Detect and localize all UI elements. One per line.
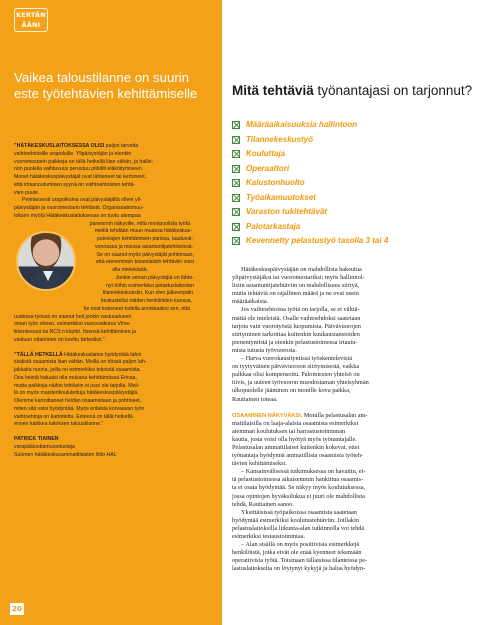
- text-line: meillä tehdään muun muassa hätäkeskus-: [94, 228, 192, 235]
- text-line: lä on myös maisterikoulutettuja hätäkeskuspäivystäjiä.: [14, 390, 139, 397]
- paragraph-lead: ”HÄTÄKESKUSLAITOKSESSA OLISI: [14, 143, 105, 149]
- text-line: mättä ole mieleistä. Osalle vaihtoehdoksi saatetaan: [232, 314, 361, 322]
- list-item-label: Työaikamuutokset: [246, 192, 316, 202]
- text-line: aiemman koulutuksen tai harrastustoiminnan: [232, 427, 346, 435]
- text-line: uudessa työssä on saanut heti jonkin vastuualueen: [14, 313, 132, 320]
- left-column: [0, 0, 222, 625]
- subsection-paragraph: [232, 412, 476, 420]
- checked-box-icon: [232, 194, 240, 202]
- checked-box-icon: [232, 165, 240, 173]
- list-item: [232, 222, 476, 237]
- quote-paragraph-2: [14, 352, 214, 360]
- list-item-label: Määräaikaisuuksia hallintoon: [246, 120, 358, 129]
- list-item: [232, 164, 476, 179]
- text-line: operatiivista työtä. Toisinaan tällaisissa tilanteissa pe-: [232, 557, 368, 565]
- text-line: lisiin asiantuntijatehtäviin on mahdollisuus siirtyä,: [232, 282, 360, 290]
- text-line: Yksittäisissä työpaikoissa osaamista saatetaan: [241, 508, 357, 516]
- text-line: mutta tehtäviä on rajallinen määrä ja ne ovat usein: [232, 290, 359, 298]
- text-line: hyödyntää esimerkiksi koulutustehtäviin. Joillakin: [232, 516, 359, 524]
- text-line: tilannekeskuksiin. Kun olen jälkeenpäin: [102, 290, 193, 297]
- text-line: ylipäivystäjäksi tai vuoromestariksi; myös hallinnol-: [232, 274, 365, 282]
- text-line: lastuslaitokselta on löytynyt kykyjä ja halua hyödyn-: [232, 565, 366, 573]
- text-line: miten sitä voisi hyödyntää. Myös erilaisia korvaavan työn: [14, 405, 145, 412]
- text-line: tävien kehittämiseksi.: [232, 460, 287, 468]
- text-line: Perinteisesti urapolkuina ovat päivystäjältä olleet yli-: [22, 197, 142, 204]
- text-line: vaihtoehtoisille urapoluille. Ylipäivystäjän ja etenkin: [14, 150, 132, 157]
- logo-line-1: KERTÄN: [16, 11, 46, 19]
- text-line: vien puute.: [14, 189, 40, 196]
- text-line: Hätäkeskuslaitos hyödyntää talon: [64, 351, 142, 358]
- title-rest: työnantajasi on tarjonnut?: [313, 83, 473, 98]
- text-line: liikenteessä tai RCS:n käyttö. Itsensä kehittäminen ja: [14, 329, 136, 335]
- text-line: tiivis, ja uuteen työvuoron muodostaman yhteisyhmän: [232, 379, 369, 387]
- text-line: mutta paikkoja näihin tehtäviin ei juuri ole tarjolla. Meil-: [14, 382, 140, 389]
- text-line: paremmin näkyville, mitä monipuolista työtä: [89, 220, 190, 227]
- interviewee-name: PATRICK TIAINEN: [14, 436, 59, 442]
- text-line: vaihtoehtoja on kartoitettu. Esteenä on tällä hetkellä: [14, 413, 133, 420]
- text-line: kautta, josta voisi olla hyötyä myös työnantajalle.: [232, 435, 357, 443]
- list-item-label: Kevennetty pelastustyö tasolla 3 tai 4: [246, 236, 389, 245]
- text-line: mattilaisilla on laaja-alaista osaamista esimerkiksi: [232, 419, 359, 427]
- text-line: nyt töihin esimerkiksi pelastuslaitosten: [106, 282, 194, 289]
- list-item-label: Tilannekeskustyö: [246, 134, 313, 144]
- text-line: henkilöistä, jotka eivät ole enää kyenneet tekemään: [232, 549, 362, 557]
- text-line: jakkaita nuoria, joilla on esimerkiksi teknistä osaamista.: [14, 367, 141, 373]
- quote-paragraph-1: [14, 143, 214, 151]
- list-item-label: Kouluttaja: [246, 149, 286, 158]
- article-body: [232, 266, 476, 573]
- signature-name: [14, 436, 214, 444]
- checked-box-icon: [232, 223, 240, 231]
- checked-box-icon: [232, 237, 240, 245]
- text-line: työnantaja hyödynnä ammatillista osaamista työteh-: [232, 452, 364, 460]
- text-line: vuoromestarin paikkoja on tällä hetkellä liian vähän, ja hallin-: [14, 158, 154, 165]
- text-line: ta ei osata hyödyntää. Se näkyy myös koulutuksessa,: [232, 484, 366, 492]
- text-line: pelastuslaitoksilla liikunta-alan tutkinnolla voi tehdä: [232, 524, 365, 532]
- title-bold-part: Mitä tehtäviä: [232, 83, 314, 98]
- text-line: keskustellut näiden henkilöiden kanssa,: [100, 298, 192, 304]
- text-line: Jos vaihtoehtoista työtä on tarjolla, se ei välttä-: [241, 306, 360, 314]
- text-line: toksen myötä Hätäkeskuslaitoksessa on tuotu aiempaa: [14, 212, 141, 219]
- text-line: että eteneminen toisenlaisiin tehtäviin voisi: [95, 259, 194, 266]
- text-line: tehdä, Rautiainen sanoo.: [232, 500, 294, 508]
- text-line: olla mielekästä.: [112, 267, 148, 273]
- text-line: tä pelastustoimessa aikaisemmin hankittua osaamis-: [232, 476, 364, 484]
- text-line: Monet hätäkeskuspäivystäjät ovat lähteneet tai kertoneet,: [14, 174, 147, 180]
- text-line: esimerkiksi testaustoimintaa.: [232, 533, 306, 540]
- text-line: non puolella vaihtuvuus perustuu pitkälti eläköitymiseen.: [14, 166, 144, 173]
- list-item-label: Operaattori: [246, 163, 290, 173]
- signature-organisation: Suomen hätäkeskusammattilaisten liitto HAL: [14, 451, 117, 458]
- text-line: ulkopuolelle jääminen on monille kova paikka,: [232, 387, 351, 395]
- text-line: mista tutusta työvuorosta.: [232, 346, 297, 354]
- subsection-lead-in: OSAAMINEN NÄKYVÄKSI.: [232, 412, 303, 419]
- lead-heading: Vaikea taloustilanne on suurin este työtehtävien kehittämiselle: [14, 70, 198, 101]
- text-line: oman työn oheen, esimerkiksi vuorovaikutus Virve-: [14, 321, 131, 328]
- list-item: [232, 207, 476, 222]
- checked-box-icon: [232, 179, 240, 187]
- list-item-label: Varaston tukitehtävät: [246, 207, 328, 216]
- text-line: Hätäkeskuspäivystäjän on mahdollista hakeutua: [241, 266, 362, 273]
- checked-box-icon: [232, 121, 240, 129]
- text-line: palkkaa olisi kompensoitu. Palomiesten yhteisö on: [232, 371, 360, 379]
- signature-role: varapääluottamusedustaja: [14, 443, 75, 450]
- text-line: ennen kaikkea laitoksen taloustilanne.”: [14, 421, 104, 428]
- interview-quote: [14, 143, 214, 459]
- interviewee-portrait-photo: [16, 231, 76, 291]
- text-line: että irtisanoutumisen syynä on vaihtoehtoisten tehtä-: [14, 181, 136, 188]
- section-title: [232, 83, 476, 99]
- checked-box-icon: [232, 150, 240, 158]
- logo-line-2: ÄÄNI: [21, 20, 41, 29]
- list-item-label: Kalustonhuolto: [246, 178, 305, 187]
- checked-box-icon: [232, 208, 240, 216]
- right-column: [222, 0, 480, 625]
- text-line: Rautiainen toteaa.: [232, 395, 278, 403]
- text-line: Se on saanut myös päivystäjät pohtimaan,: [96, 251, 194, 258]
- text-line: päivystäjän ja vuoromestarin tehtävät. Organisaatiomuu-: [14, 205, 144, 211]
- list-item: [232, 120, 476, 135]
- page-number: 20: [10, 603, 24, 615]
- text-line: Pelastusalan ammattilaiset kuitenkin kokevat, ettei: [232, 443, 360, 451]
- text-line: jossa opintojen hyväksilukua ei juuri ole mahdollista: [232, 492, 365, 500]
- list-item: [232, 135, 476, 150]
- text-line: – Kansainvälisessä tutkimuksessa on havaittu, et-: [241, 468, 366, 476]
- text-line: Jonkin verran päivystäjiä on lähte-: [115, 274, 194, 281]
- text-line: sisäistä osaamista liian vähän. Meillä on töissä paljon lah-: [14, 359, 147, 366]
- text-line: on tyytyväinen päivävuoroon siirtymisestä, vaikka: [232, 363, 360, 371]
- text-line: palvelujen kehittämisen parissa, laaduval-: [96, 236, 193, 242]
- checked-box-icon: [232, 136, 240, 144]
- kertan-aani-logo: [14, 8, 48, 32]
- list-item: [232, 236, 476, 251]
- list-item: [232, 178, 476, 193]
- text-line: Monilla pelastusalan am-: [303, 411, 368, 419]
- text-line: vastuun ottaminen on koettu tärkeäksi.”: [14, 336, 105, 343]
- list-item-label: Palotarkastaja: [246, 221, 301, 231]
- text-line: Olemme kartoittaneet heidän osaamistaan ja pohtineet,: [14, 398, 142, 404]
- text-line: Osa heistä haluaisi olla mukana kehittämässä Ericaa,: [14, 374, 137, 381]
- text-line: pienentymistä ja etenkin pelastustoimessa irtautu-: [232, 338, 358, 346]
- text-line: vonnassa ja muissa asiantuntijatehtävissä.: [94, 243, 193, 250]
- text-line: – Alan sisällä on myös positiivisia esimerkkejä: [241, 541, 360, 549]
- list-item: [232, 193, 476, 208]
- text-line: he ovat kokeneet todella arvokkaaksi sen, että: [83, 305, 190, 312]
- text-line: määräaikaisia.: [232, 298, 269, 306]
- text-line: – Harva vuorokausityntissä työskentelevistä: [241, 355, 353, 363]
- task-checklist: [232, 120, 476, 251]
- text-line: paljon tarvetta: [105, 143, 139, 149]
- list-item: [232, 149, 476, 164]
- paragraph-lead: ”TÄLLÄ HETKELLÄ: [14, 351, 63, 358]
- text-line: tarjota vain vuorotyöstä luopumista. Päivävuorojen: [232, 322, 361, 330]
- text-line: siirtyminen tarkoittaa kuitenkin kuukausiansioiden: [232, 330, 360, 338]
